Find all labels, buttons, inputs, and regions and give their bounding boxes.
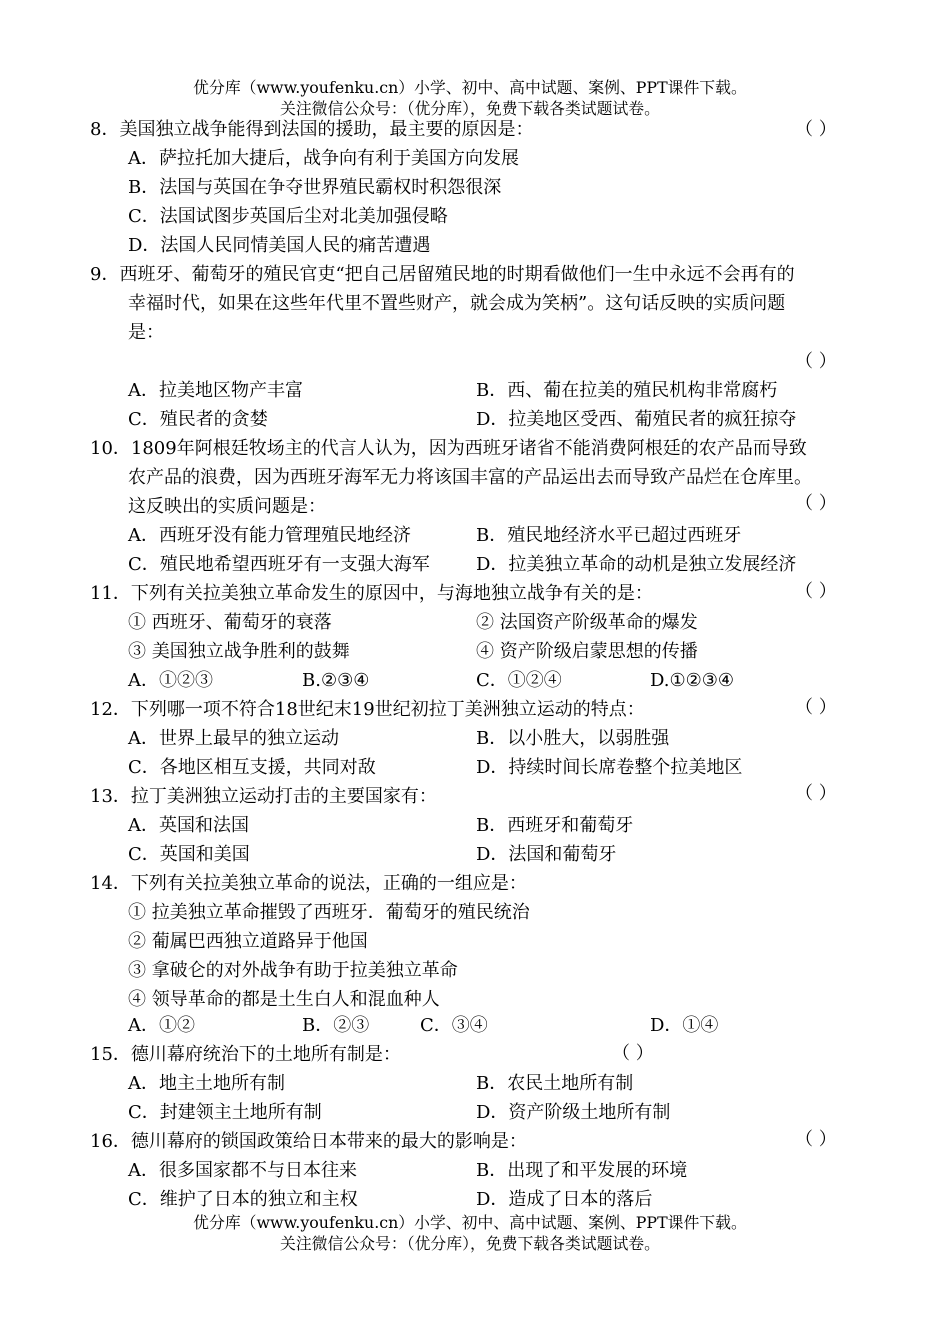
q8-option-d: D．法国人民同情美国人民的痛苦遭遇	[128, 235, 431, 256]
q10-option-b: B．殖民地经济水平已超过西班牙	[476, 525, 742, 546]
q14-option-b: B．②③	[302, 1015, 370, 1036]
q16-option-d: D．造成了日本的落后	[476, 1189, 653, 1210]
q12-option-d: D．持续时间长席卷整个拉美地区	[476, 757, 743, 778]
q12-answer-blank: （ ）	[795, 697, 837, 718]
q12-option-a: A．世界上最早的独立运动	[128, 728, 339, 749]
q8-option-a: A．萨拉托加大捷后，战争向有利于美国方向发展	[128, 148, 519, 169]
q10-stem-line-2: 农产品的浪费，因为西班牙海军无力将该国丰富的产品运出去而导致产品烂在仓库里。	[128, 467, 812, 488]
header-line-1: 优分库（www.youfenku.cn）小学、初中、高中试题、案例、PPT课件下载。	[193, 78, 747, 97]
q8-stem: 8．美国独立战争能得到法国的援助，最主要的原因是：	[90, 119, 534, 140]
q13-stem: 13．拉丁美洲独立运动打击的主要国家有：	[90, 786, 437, 807]
q10-option-a: A．西班牙没有能力管理殖民地经济	[128, 525, 411, 546]
footer-line-1: 优分库（www.youfenku.cn）小学、初中、高中试题、案例、PPT课件下载。	[193, 1213, 747, 1232]
q13-answer-blank: （ ）	[795, 783, 837, 804]
q12-stem: 12．下列哪一项不符合18世纪末19世纪初拉丁美洲独立运动的特点：	[90, 699, 645, 720]
q11-item-4: ④ 资产阶级启蒙思想的传播	[476, 641, 698, 662]
q16-stem: 16．德川幕府的锁国政策给日本带来的最大的影响是：	[90, 1131, 527, 1152]
q15-option-b: B．农民土地所有制	[476, 1073, 634, 1094]
q15-option-a: A．地主土地所有制	[128, 1073, 285, 1094]
q15-answer-blank: （ ）	[612, 1043, 654, 1064]
q14-option-c: C．③④	[420, 1015, 488, 1036]
q15-stem: 15．德川幕府统治下的土地所有制是：	[90, 1044, 401, 1065]
q16-option-a: A．很多国家都不与日本往来	[128, 1160, 357, 1181]
q14-item-2: ② 葡属巴西独立道路异于他国	[128, 931, 368, 952]
q13-option-c: C．英国和美国	[128, 844, 250, 865]
q15-option-d: D．资产阶级土地所有制	[476, 1102, 671, 1123]
q9-answer-blank: （ ）	[795, 351, 837, 372]
footer-line-2: 关注微信公众号：（优分库），免费下载各类试题试卷。	[280, 1234, 660, 1253]
q10-stem-line-1: 10．1809年阿根廷牧场主的代言人认为，因为西班牙诸省不能消费阿根廷的农产品而导致	[90, 438, 807, 459]
q14-option-d: D．①④	[650, 1015, 719, 1036]
q14-option-a: A．①②	[128, 1015, 195, 1036]
q15-option-c: C．封建领主土地所有制	[128, 1102, 322, 1123]
q10-option-c: C．殖民地希望西班牙有一支强大海军	[128, 554, 430, 575]
q8-answer-blank: （ ）	[795, 119, 837, 140]
q11-option-d: D.①②③④	[650, 670, 735, 691]
q16-option-c: C．维护了日本的独立和主权	[128, 1189, 358, 1210]
q13-option-a: A．英国和法国	[128, 815, 249, 836]
q11-option-a: A．①②③	[128, 670, 213, 691]
q14-item-4: ④ 领导革命的都是土生白人和混血种人	[128, 989, 440, 1010]
q9-option-b: B．西、葡在拉美的殖民机构非常腐朽	[476, 380, 778, 401]
q11-item-3: ③ 美国独立战争胜利的鼓舞	[128, 641, 350, 662]
q11-stem: 11．下列有关拉美独立革命发生的原因中，与海地独立战争有关的是：	[90, 583, 653, 604]
q9-stem-line-1: 9．西班牙、葡萄牙的殖民官吏“把自己居留殖民地的时期看做他们一生中永远不会再有的	[90, 264, 795, 285]
q11-item-2: ② 法国资产阶级革命的爆发	[476, 612, 698, 633]
q13-option-b: B．西班牙和葡萄牙	[476, 815, 634, 836]
q10-option-d: D．拉美独立革命的动机是独立发展经济	[476, 554, 797, 575]
q14-item-3: ③ 拿破仑的对外战争有助于拉美独立革命	[128, 960, 458, 981]
q9-option-a: A．拉美地区物产丰富	[128, 380, 303, 401]
q8-option-b: B．法国与英国在争夺世界殖民霸权时积怨很深	[128, 177, 502, 198]
q9-option-d: D．拉美地区受西、葡殖民者的疯狂掠夺	[476, 409, 797, 430]
q11-answer-blank: （ ）	[795, 581, 837, 602]
q11-option-c: C．①②④	[476, 670, 562, 691]
q16-option-b: B．出现了和平发展的环境	[476, 1160, 688, 1181]
q9-option-c: C．殖民者的贪婪	[128, 409, 268, 430]
q8-option-c: C．法国试图步英国后尘对北美加强侵略	[128, 206, 448, 227]
q13-option-d: D．法国和葡萄牙	[476, 844, 617, 865]
q12-option-b: B．以小胜大，以弱胜强	[476, 728, 670, 749]
q16-answer-blank: （ ）	[795, 1129, 837, 1150]
q11-item-1: ① 西班牙、葡萄牙的衰落	[128, 612, 332, 633]
q11-option-b: B.②③④	[302, 670, 370, 691]
q9-stem-line-3: 是：	[128, 322, 164, 343]
q12-option-c: C．各地区相互支援，共同对敌	[128, 757, 376, 778]
q9-stem-line-2: 幸福时代，如果在这些年代里不置些财产，就会成为笑柄”。这句话反映的实质问题	[128, 293, 786, 314]
q10-stem-line-3: 这反映出的实质问题是：	[128, 496, 326, 517]
q14-item-1: ① 拉美独立革命摧毁了西班牙．葡萄牙的殖民统治	[128, 902, 530, 923]
header-line-2: 关注微信公众号：（优分库），免费下载各类试题试卷。	[280, 99, 660, 118]
q14-stem: 14．下列有关拉美独立革命的说法，正确的一组应是：	[90, 873, 527, 894]
q10-answer-blank: （ ）	[795, 493, 837, 514]
